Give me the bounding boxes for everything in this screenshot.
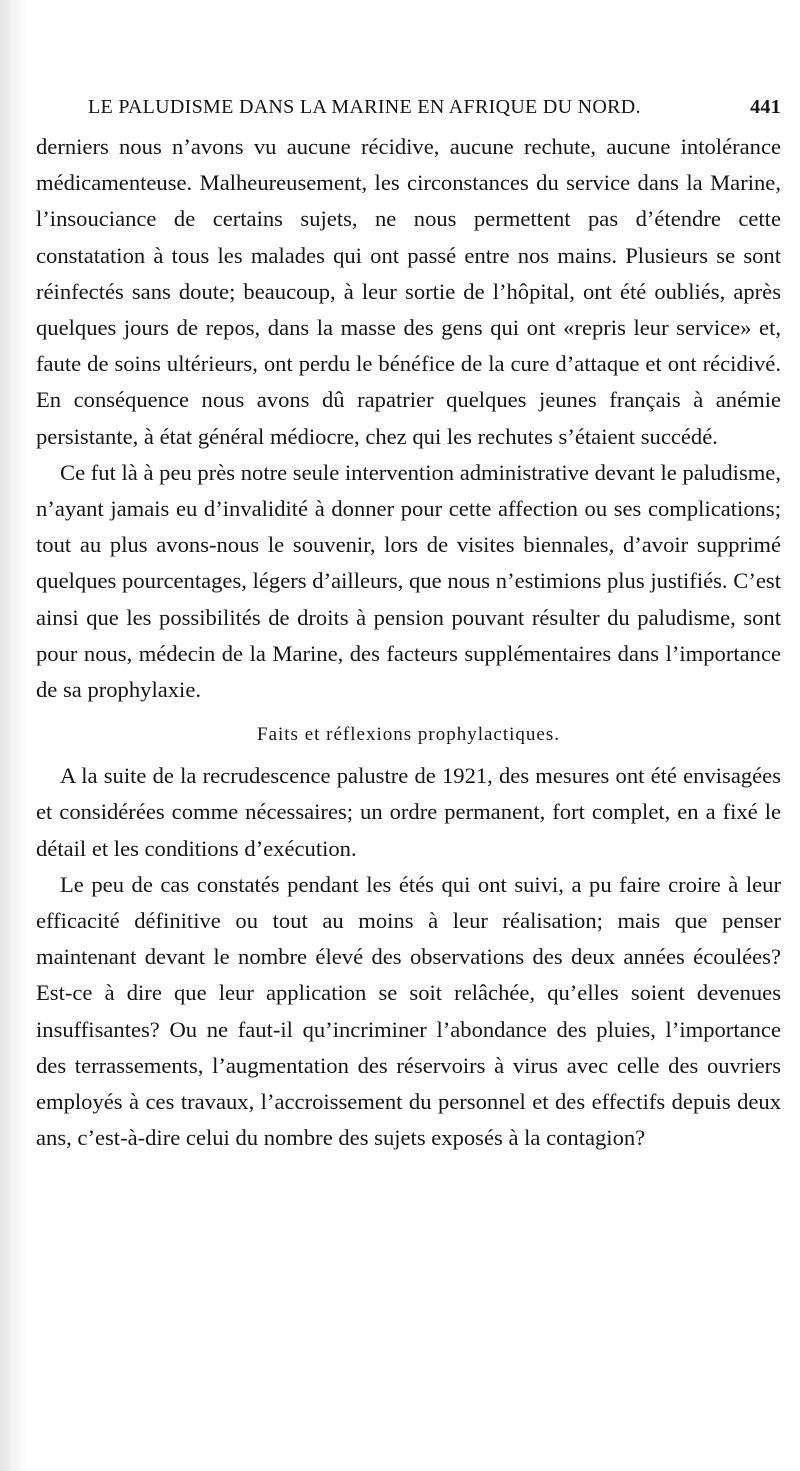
running-title: LE PALUDISME DANS LA MARINE EN AFRIQUE DU NORD. (88, 96, 641, 118)
page-number: 441 (750, 96, 781, 118)
scan-shadow-edge (0, 0, 28, 1471)
section-heading: Faits et réflexions prophylactiques. (257, 724, 560, 746)
book-page (36, 96, 781, 1156)
body-text (36, 129, 781, 1156)
paragraph: derniers nous n’avons vu aucune récidive, aucune rechute, aucune intolérance médicamenteuse. Malheureusement, les circonstances du service dans la Marine, l’insouciance de certains sujets, ne nous permettent pas d’étendre cette constatation à tous les malades qui ont passé entre nos mains. Plusieurs se sont réinfectés sans doute; beaucoup, à leur sortie de l’hôpital, ont été oubliés, après quelques jours de repos, dans la masse des gens qui ont «repris leur service» et, faute de soins ultérieurs, ont perdu le bénéfice de la cure d’attaque et ont récidivé. En conséquence nous avons dû rapatrier quelques jeunes français à anémie persistante, à état général médiocre, chez qui les rechutes s’étaient succédé. (36, 134, 781, 449)
paragraph: A la suite de la recrudescence palustre de 1921, des mesures ont été envisagées et considérées comme nécessaires; un ordre permanent, fort complet, en a fixé le détail et les conditions d’exécution. (36, 763, 781, 861)
paragraph: Le peu de cas constatés pendant les étés qui ont suivi, a pu faire croire à leur efficacité définitive ou tout au moins à leur réalisation; mais que penser maintenant devant le nombre élevé des observations des deux années écoulées? Est-ce à dire que leur application se soit relâchée, qu’elles soient devenues insuffisantes? Ou ne faut-il qu’incriminer l’abondance des pluies, l’importance des terrassements, l’augmentation des réservoirs à virus avec celle des ouvriers employés à ces travaux, l’accroissement du personnel et des effectifs depuis deux ans, c’est-à-dire celui du nombre des sujets exposés à la contagion? (36, 871, 781, 1151)
running-header (88, 96, 781, 119)
paragraph: Ce fut là à peu près notre seule intervention administrative devant le paludisme, n’ayant jamais eu d’invalidité à donner pour cette affection ou ses complications; tout au plus avons-nous le souvenir, lors de visites biennales, d’avoir supprimé quelques pourcentages, légers d’ailleurs, que nous n’estimions plus justifiés. C’est ainsi que les possibilités de droits à pension pouvant résulter du paludisme, sont pour nous, médecin de la Marine, des facteurs supplémentaires dans l’importance de sa prophylaxie. (36, 459, 781, 703)
